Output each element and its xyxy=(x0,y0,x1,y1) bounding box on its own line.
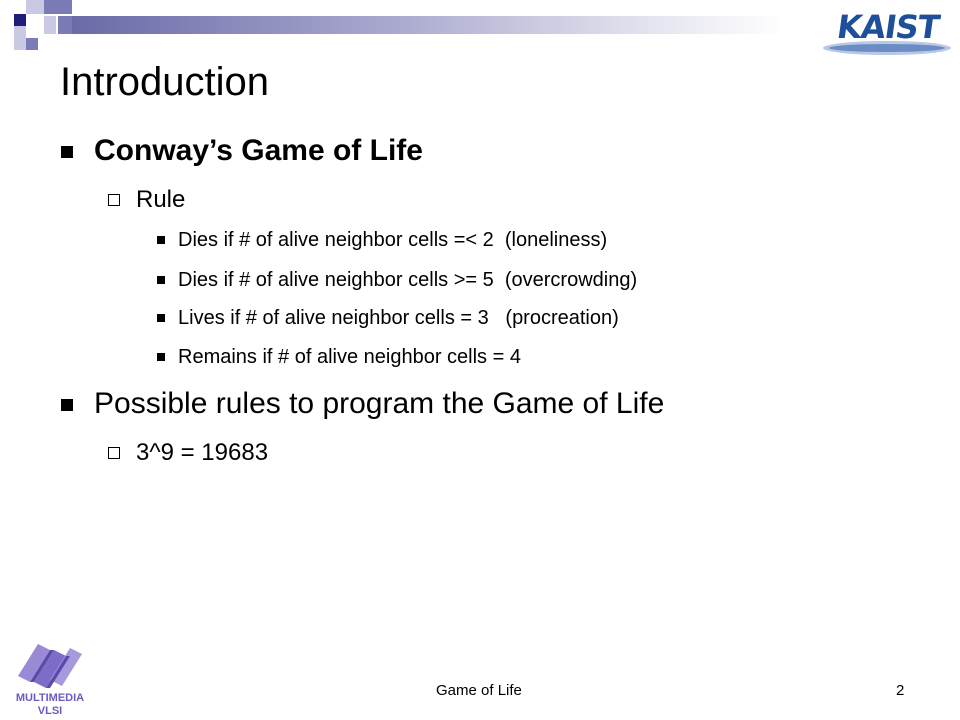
sub-bullet-hollow-square xyxy=(108,447,120,459)
rule-item-remains: Remains if # of alive neighbor cells = 4 xyxy=(178,346,521,368)
sub-bullet-hollow-square xyxy=(108,194,120,206)
sub-bullet-rule: Rule xyxy=(136,186,186,213)
decor-square-4 xyxy=(14,26,26,50)
sub-sub-bullet-square xyxy=(157,276,165,284)
page-number: 2 xyxy=(896,682,905,699)
logo-text-vlsi: VLSI xyxy=(37,705,63,717)
bullet-square xyxy=(61,146,73,158)
decor-square-1 xyxy=(14,14,26,26)
decor-square-5 xyxy=(26,38,38,50)
rule-item-overcrowding: Dies if # of alive neighbor cells >= 5 (overcrowding) xyxy=(178,269,638,291)
sub-sub-bullet-square xyxy=(157,236,165,244)
kaist-logo xyxy=(818,8,956,58)
sub-bullet-rule-count: 3^9 = 19683 xyxy=(136,439,269,466)
bullet-square xyxy=(61,399,73,411)
bullet-conways-game-of-life: Conway’s Game of Life xyxy=(94,134,423,167)
header-gradient-bar xyxy=(72,16,784,34)
decor-square-2 xyxy=(26,0,44,14)
decor-square-6 xyxy=(44,16,56,34)
rule-item-loneliness: Dies if # of alive neighbor cells =< 2 (loneliness) xyxy=(178,229,608,251)
sub-sub-bullet-square xyxy=(157,353,165,361)
multimedia-vlsi-logo xyxy=(8,636,92,720)
sub-sub-bullet-square xyxy=(157,314,165,322)
rule-item-procreation: Lives if # of alive neighbor cells = 3 (procreation) xyxy=(178,307,619,329)
decor-square-3 xyxy=(44,0,72,14)
decor-square-7 xyxy=(58,16,72,34)
multimedia-vlsi-logo-mark xyxy=(8,636,92,692)
logo-text-multimedia: MULTIMEDIA xyxy=(15,692,85,704)
slide-title: Introduction xyxy=(60,60,270,104)
kaist-logo-text: KAIST xyxy=(834,8,942,46)
bullet-possible-rules: Possible rules to program the Game of Life xyxy=(94,387,665,420)
footer-title: Game of Life xyxy=(436,682,522,699)
